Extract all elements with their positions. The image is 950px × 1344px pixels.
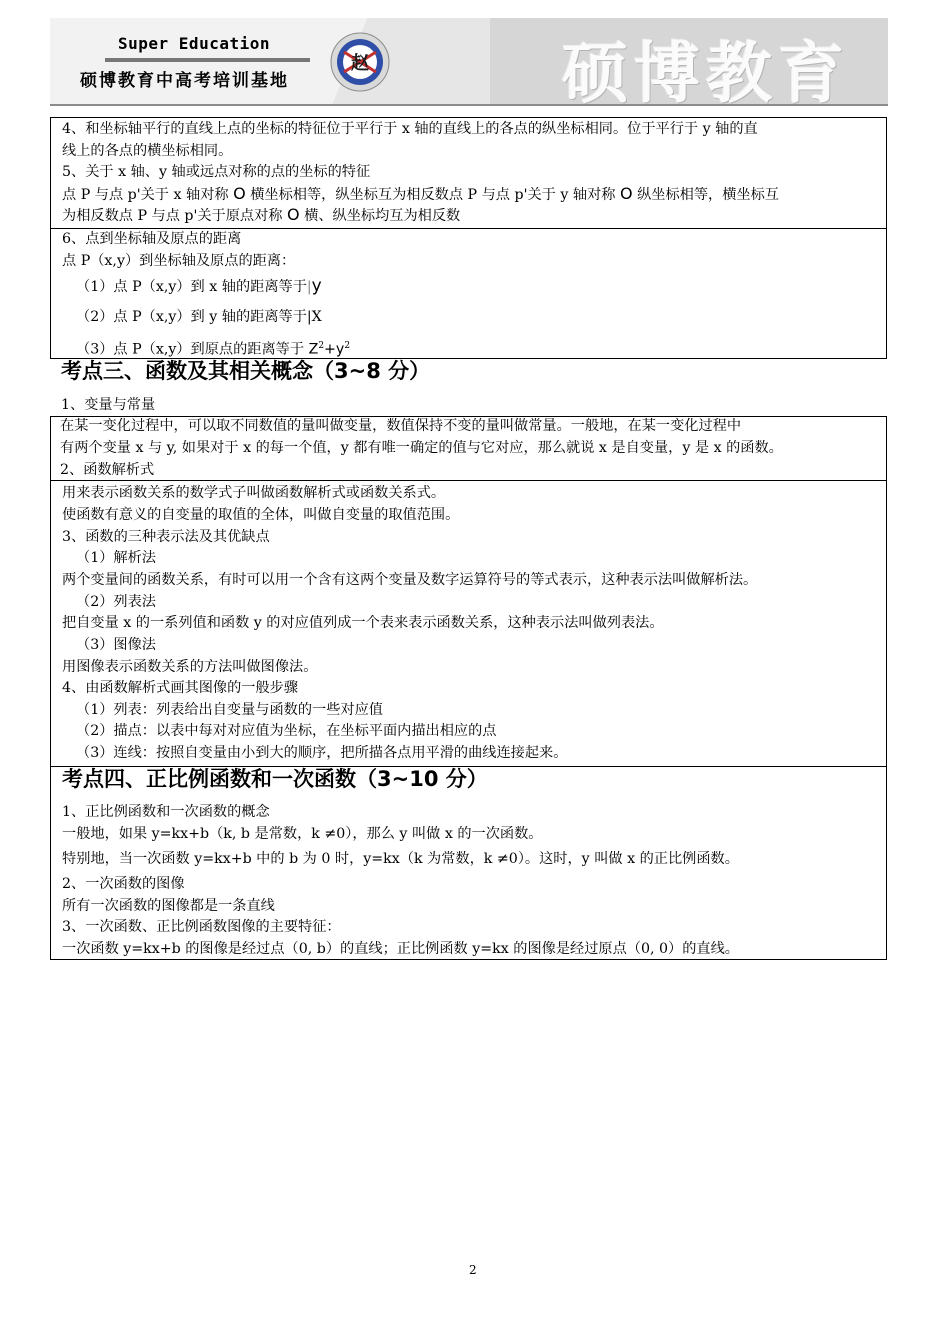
text-line: 所有一次函数的图像都是一条直线 <box>62 898 275 914</box>
text-span: 点 P 与点 p'关于 x 轴对称 <box>62 187 229 203</box>
text-line: 有两个变量 x 与 y, 如果对于 x 的每一个值，y 都有唯一确定的值与它对应，那么就说 x 是自变量，y 是 x 的函数。 <box>60 440 783 456</box>
content-box-representation <box>50 480 887 791</box>
text-span: （1）点 P（x,y）到 x 轴的距离等于 <box>76 279 307 295</box>
brand-underline <box>105 58 310 62</box>
section-heading: 考点三、函数及其相关概念（3~8 分） <box>61 359 431 383</box>
text-line: （1）解析法 <box>76 550 156 566</box>
text-line: 4、由函数解析式画其图像的一般步骤 <box>62 680 299 696</box>
text-line: （3）图像法 <box>76 637 156 653</box>
text-line: 5、关于 x 轴、y 轴或远点对称的点的坐标的特征 <box>62 164 371 180</box>
text-line: 特别地，当一次函数 y=kx+b 中的 b 为 0 时，y=kx（k 为常数，k ≠0）。这时，y 叫做 x 的正比例函数。 <box>62 851 739 867</box>
text-line: 把自变量 x 的一系列值和函数 y 的对应值列成一个表来表示函数关系，这种表示法叫做列表法。 <box>62 615 664 631</box>
text-span: +y <box>324 341 345 358</box>
section-heading: 考点四、正比例函数和一次函数（3~10 分） <box>62 767 488 791</box>
text-line: 4、和坐标轴平行的直线上点的坐标的特征位于平行于 x 轴的直线上的各点的纵坐标相同。位于平行于 y 轴的直 <box>62 121 758 137</box>
text-line: 2、一次函数的图像 <box>62 876 185 892</box>
text-line: 3、一次函数、正比例函数图像的主要特征： <box>62 919 341 935</box>
text-line: 用来表示函数关系的数学式子叫做函数解析式或函数关系式。 <box>62 485 446 501</box>
text-line: 两个变量间的函数关系，有时可以用一个含有这两个变量及数字运算符号的等式表示，这种表示法叫做解析法。 <box>62 572 758 588</box>
brand-chinese-name: 硕博教育中高考培训基地 <box>80 71 289 91</box>
text-line: 点 P（x,y）到坐标轴及原点的距离： <box>62 253 296 269</box>
text-line: 线上的各点的横坐标相同。 <box>62 143 233 159</box>
superscript: 2 <box>318 341 325 351</box>
subheading: 1、变量与常量 <box>61 397 156 413</box>
text-line: 1、正比例函数和一次函数的概念 <box>62 804 270 820</box>
superscript: 2 <box>344 341 351 351</box>
text-line: 用图像表示函数关系的方法叫做图像法。 <box>62 659 318 675</box>
text-line: （2）点 P（x,y）到 y 轴的距离等于|X <box>76 309 322 325</box>
text-line: 在某一变化过程中，可以取不同数值的量叫做变量，数值保持不变的量叫做常量。一般地，在某一变化过程中 <box>60 418 742 434</box>
text-line: （3）连线：按照自变量由小到大的顺序，把所描各点用平滑的曲线连接起来。 <box>76 745 568 761</box>
text-line <box>62 206 460 225</box>
text-span: Z <box>308 341 319 358</box>
text-line: 一般地，如果 y=kx+b（k, b 是常数，k ≠0），那么 y 叫做 x 的一次函数。 <box>62 826 543 842</box>
content-box-variables <box>50 416 887 481</box>
text-line <box>62 185 779 204</box>
content-box-distance <box>50 228 887 359</box>
text-line: 6、点到坐标轴及原点的距离 <box>62 231 242 247</box>
text-line: （2）描点：以表中每对对应值为坐标，在坐标平面内描出相应的点 <box>76 723 497 739</box>
seal-glyph: 赵 <box>351 53 369 74</box>
circle-symbol: O <box>233 184 246 203</box>
circle-symbol: O <box>287 205 300 224</box>
header-watermark-title: 硕博教育 <box>562 35 850 104</box>
text-line: 2、函数解析式 <box>60 462 155 478</box>
content-box-symmetry <box>50 117 887 229</box>
text-span: 横坐标相等，纵坐标互为相反数点 P 与点 p'关于 y 轴对称 <box>250 187 616 203</box>
text-line: 3、函数的三种表示法及其优缺点 <box>62 529 270 545</box>
page-header <box>50 18 888 104</box>
text-span: y <box>311 276 322 296</box>
text-span: 为相反数点 P 与点 p'关于原点对称 <box>62 208 283 224</box>
text-span: 纵坐标相等，横坐标互 <box>637 187 779 203</box>
text-line <box>76 337 350 359</box>
content-box-linear-function <box>50 766 887 960</box>
text-span: 横、纵坐标均互为相反数 <box>304 208 461 224</box>
header-divider <box>50 104 888 106</box>
text-line: 使函数有意义的自变量的取值的全体，叫做自变量的取值范围。 <box>62 507 460 523</box>
circle-symbol: O <box>619 184 633 203</box>
text-span: （3）点 P（x,y）到原点的距离等于 <box>76 341 305 358</box>
text-line: 一次函数 y=kx+b 的图像是经过点（0, b）的直线；正比例函数 y=kx 的图像是经过原点（0, 0）的直线。 <box>62 941 739 957</box>
school-seal-icon <box>330 32 390 92</box>
text-line: （2）列表法 <box>76 594 156 610</box>
text-line: （1）列表：列表给出自变量与函数的一些对应值 <box>76 702 383 718</box>
brand-english-name: Super Education <box>118 34 270 53</box>
text-line: （1）点 P（x,y）到 x 轴的距离等于|y <box>76 276 322 296</box>
page-number: 2 <box>469 1263 477 1277</box>
